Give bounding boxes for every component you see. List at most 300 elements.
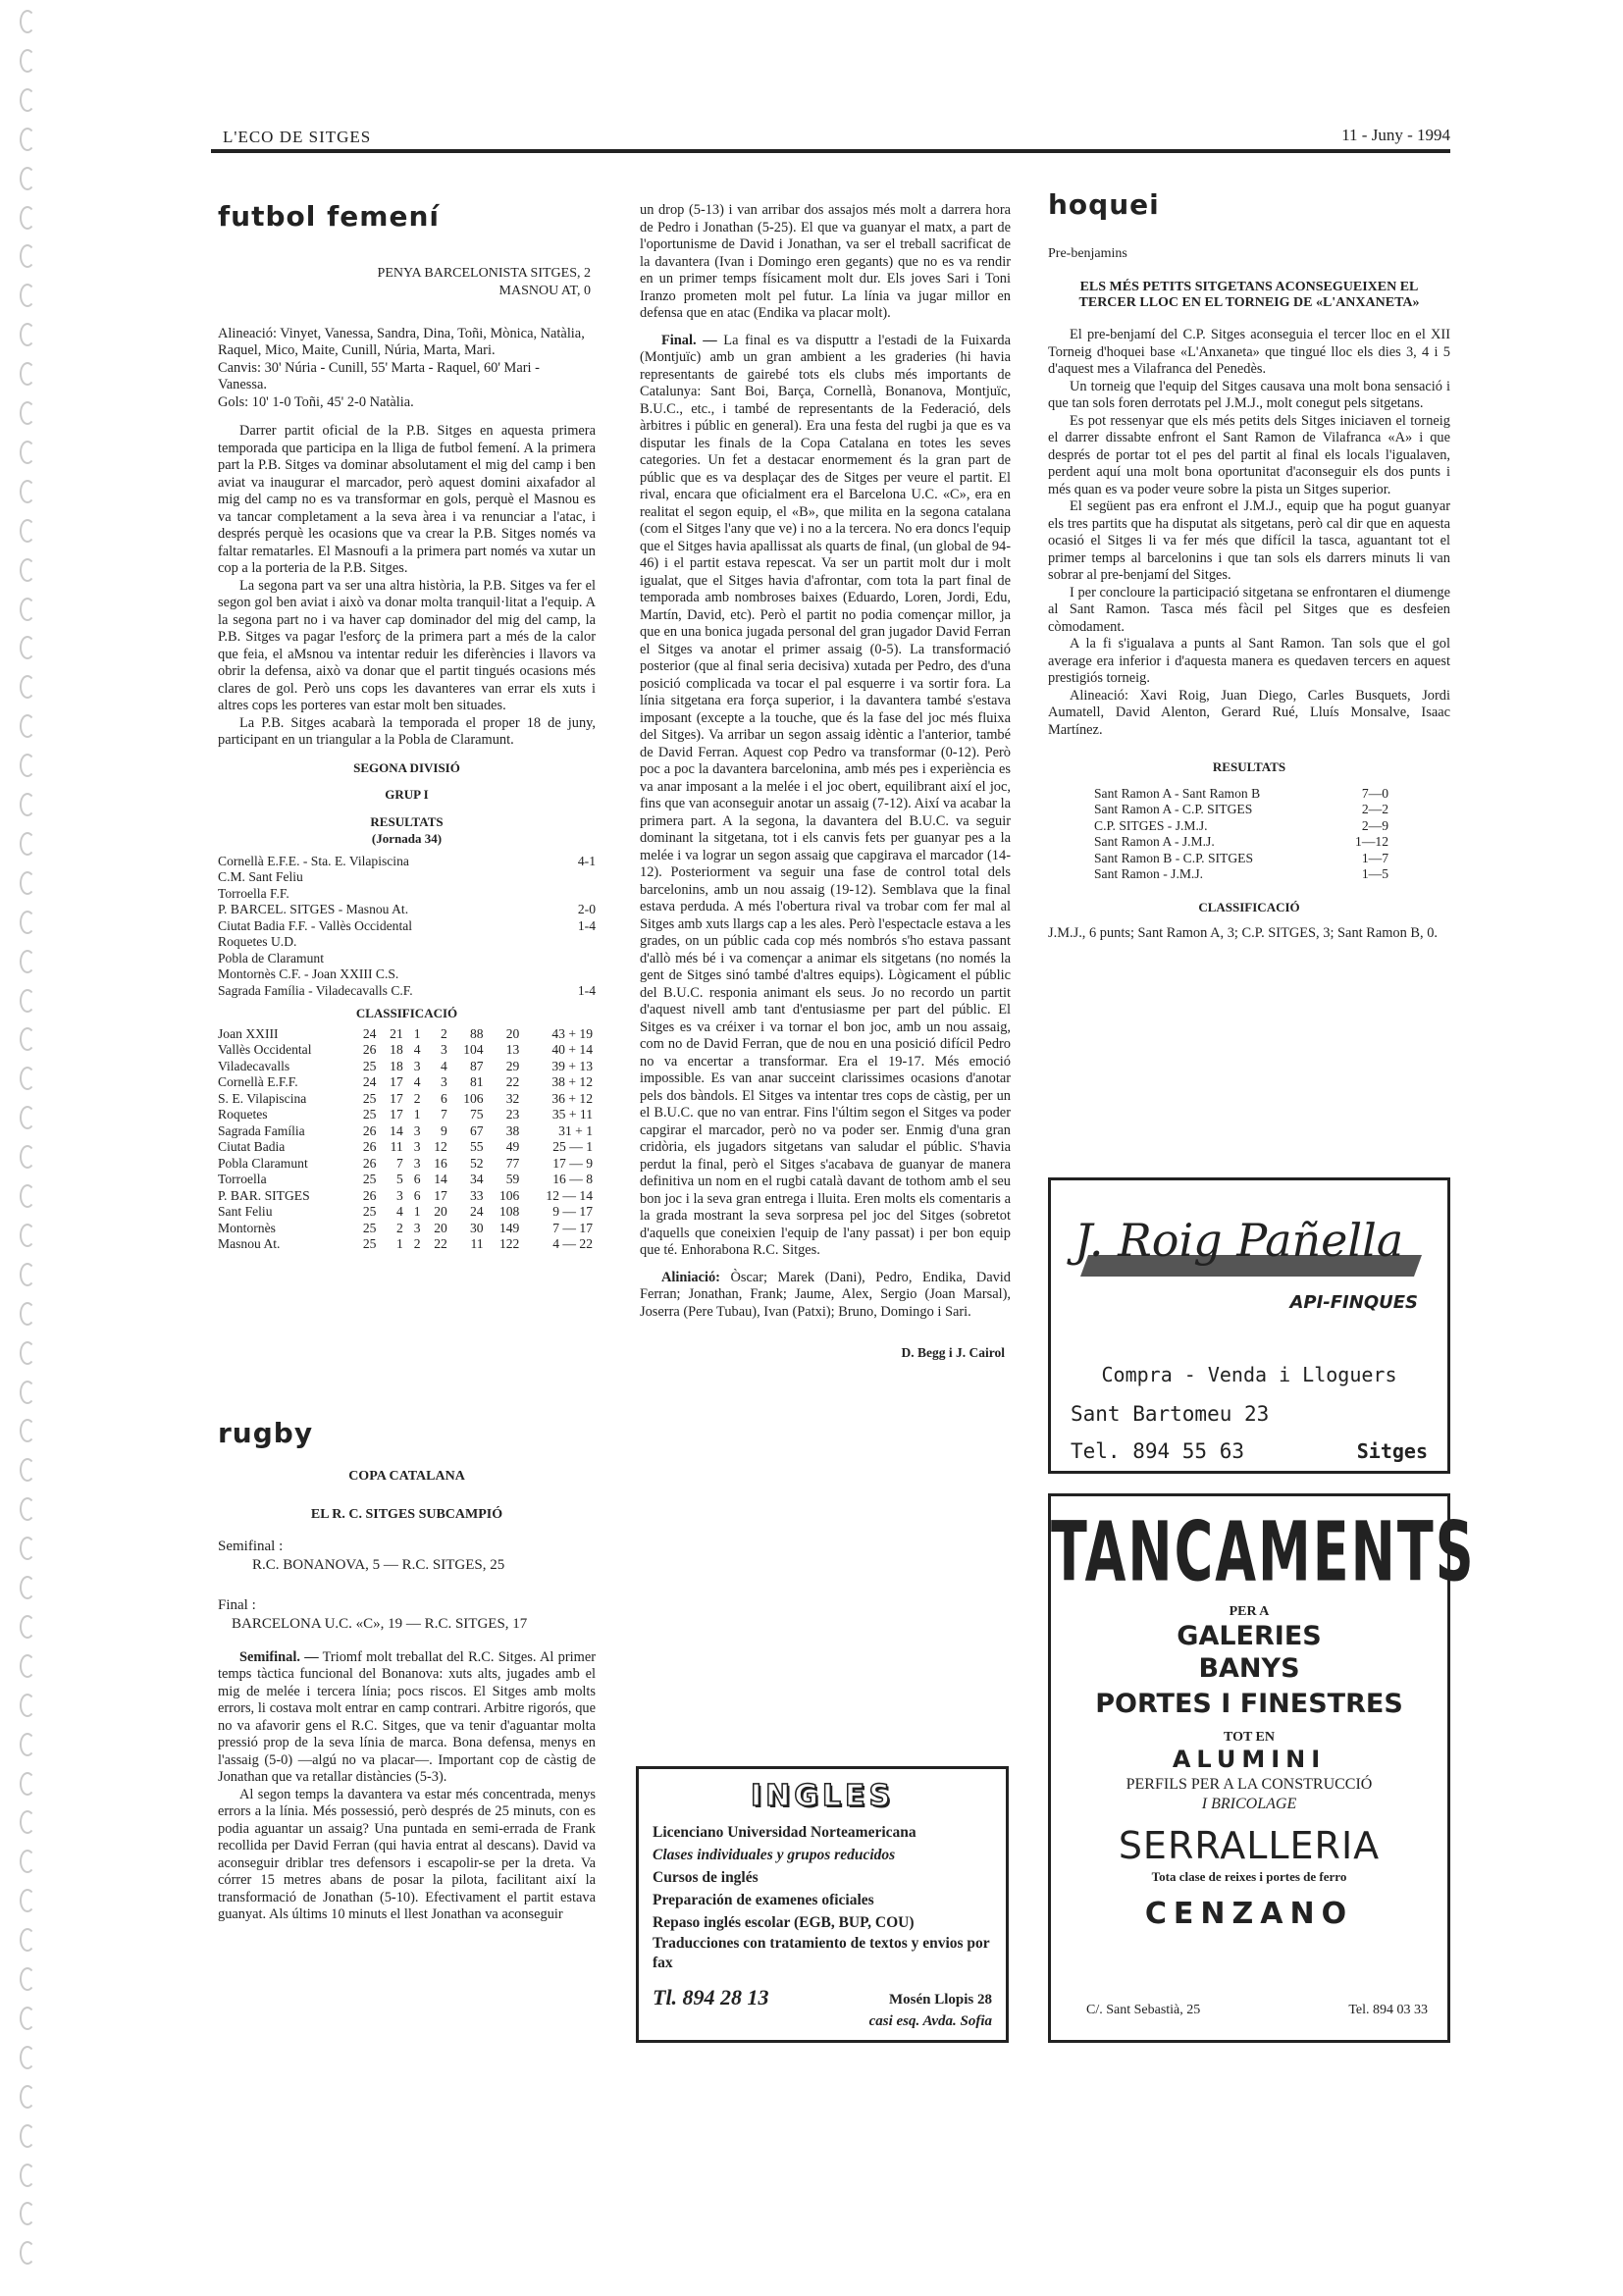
team-name: Roquetes [218,1107,268,1122]
result-row [218,951,596,967]
rugby-article [218,1417,596,1924]
result-match: Sagrada Família - Viladecavalls C.F. [218,982,413,998]
classification-row [218,1042,596,1059]
stat-cell: 20 [434,1204,447,1219]
hoquei-paragraph: Alineació: Xavi Roig, Juan Diego, Carles Busquets, Jordi Aumatell, David Alenton, Gerard Rué, Lluís Monsalve, Isaac Martínez. [1048,687,1450,738]
away-team: MASNOU AT, 0 [498,283,591,298]
binder-ring [20,2046,35,2069]
futbol-goals: Gols: 10' 1-0 Toñi, 45' 2-0 Natàlia. [218,393,414,410]
stat-cell: 75 [469,1107,484,1122]
stat-cell: 17 — 9 [552,1155,593,1171]
binder-ring [20,401,35,425]
stat-cell: 33 [469,1187,484,1203]
ingles-ad [636,1766,1009,2043]
ingles-address-line: Mosén Llopis 28 [888,1992,992,2008]
binder-ring [20,1224,35,1247]
binder-ring [20,636,35,659]
stat-cell: 13 [505,1042,520,1057]
stat-cell: 88 [469,1025,484,1041]
binder-ring [20,950,35,973]
binder-ring [20,441,35,464]
rugby-cup: COPA CATALANA [348,1468,465,1484]
result-score [564,934,596,951]
stat-cell: 25 [362,1204,377,1219]
rugby-subtitle: EL R. C. SITGES SUBCAMPIÓ [310,1507,503,1522]
tancaments-title: TANCAMENTS [1051,1503,1476,1600]
home-team: PENYA BARCELONISTA SITGES, 2 [377,265,591,281]
result-row [218,869,596,886]
classification-row [218,1204,596,1221]
binder-ring [20,2202,35,2225]
ingles-line: Licenciano Universidad Norteamericana [653,1824,916,1841]
semifinal-block [218,1538,596,1634]
stat-cell: 1 [413,1107,421,1122]
stat-cell: 29 [505,1058,520,1073]
roig-phone: Tel. 894 55 63 [1071,1439,1245,1463]
bricolage-label: I BRICOLAGE [1201,1796,1297,1812]
stat-cell: 39 + 13 [551,1058,593,1073]
result-row [218,934,596,951]
tancaments-address: C/. Sant Sebastià, 25 [1086,2003,1201,2017]
stat-cell: 3 [413,1058,421,1073]
stat-cell: 25 [362,1058,377,1073]
binder-ring [20,10,35,33]
result-match: C.P. SITGES - J.M.J. [1094,817,1208,833]
team-name: Pobla Claramunt [218,1155,308,1171]
stat-cell: 3 [441,1074,447,1089]
binder-ring [20,558,35,582]
classification-row [218,1139,596,1156]
binder-ring [20,1889,35,1912]
semifinal-result: R.C. BONANOVA, 5 — R.C. SITGES, 25 [252,1556,505,1573]
hoquei-category: Pre-benjamins [1048,245,1127,261]
hoquei-paragraph: Es pot ressenyar que els més petits dels Sitges iniciaven el torneig el darrer dissabte enfront el Sant Ramon de Vilafranca «A» i que després de portar tot el pes del partit al final els locals l'igualaven, perdent aquí una molt bona oportunitat d'aconseguir els dos punts i més quan es va poder veure sobre la pista un Sitges superior. [1048,412,1450,497]
stat-cell: 18 [390,1042,403,1057]
stat-cell: 7 [441,1107,447,1122]
stat-cell: 32 [505,1090,520,1106]
ingles-line: Clases individuales y grupos reducidos [653,1847,896,1863]
binder-ring [20,2085,35,2109]
section-title-rugby: rugby [218,1417,314,1449]
result-score: 2—9 [1361,817,1388,833]
section-title-hoquei: hoquei [1048,188,1160,221]
stat-cell: 25 [362,1172,377,1186]
stat-cell: 24 [362,1074,377,1089]
ingles-phone: Tl. 894 28 13 [653,1985,769,2009]
binder-ring [20,598,35,621]
stat-cell: 122 [498,1236,520,1251]
stat-cell: 17 [390,1107,403,1122]
stat-cell: 17 [390,1074,403,1089]
column-3 [1048,188,1450,943]
binder-ring [20,989,35,1013]
futbol-lineup: Alineació: Vinyet, Vanessa, Sandra, Dina, Toñi, Mònica, Natàlia, Raquel, Mico, Maite, Cunill, Núria, Marta, Mari. [218,325,585,358]
api-finques-brand: API-FINQUES [1289,1292,1418,1313]
stat-cell: 2 [413,1236,421,1251]
stat-cell: 2 [441,1025,447,1041]
team-name: S. E. Vilapiscina [218,1090,307,1106]
result-match: Cornellà E.F.E. - Sta. E. Vilapiscina [218,853,409,868]
per-a-label: PER A [1229,1604,1270,1619]
tancaments-ad [1048,1493,1476,2043]
classification-row [218,1236,596,1253]
portes-label: PORTES I FINESTRES [1095,1689,1403,1719]
result-score [564,869,596,886]
team-name: Ciutat Badia [218,1139,286,1154]
stat-cell: 3 [441,1042,447,1057]
binder-ring [20,362,35,386]
stat-cell: 38 + 12 [551,1074,593,1089]
binder-ring [20,1928,35,1952]
stat-cell: 26 [362,1139,377,1154]
classification-title: CLASSIFICACIÓ [355,1006,458,1020]
stat-cell: 6 [413,1172,421,1186]
binder-ring [20,2007,35,2030]
futbol-paragraph: Darrer partit oficial de la P.B. Sitges en aquesta primera temporada que participa en la lliga de futbol femení. A la primera part la P.B. Sitges va dominar absolutament el mig del camp i ben aviat va inaugurar el marcador, però aquest domini aixafador al mig del camp no es va transformar en gols, perquè el Masnou es va tancar completament a la seva àrea i va renunciar a l'atac, i després perquè les ocasions que va crear la P.B. Sitges només va faltar rematarles. El Masnoufi a la primera part només va xutar un cop a la porteria de la P.B. Sitges. [218,423,596,576]
section-title-futbol: futbol femení [218,200,440,233]
result-score [564,951,596,967]
team-name: Vallès Occidental [218,1042,312,1057]
binder-ring [20,1458,35,1482]
classification-row [218,1188,596,1205]
binder-ring [20,1967,35,1991]
hoquei-paragraph: El següent pas era enfront el J.M.J., equip que ha pogut guanyar els tres partits que ha disputat als sitgetans, però cal dir que en aquesta ocasió el Sitges li va fer més que difícil la tasca, aguantant tot el primer temps al barcelonins i que tan sols els darrers minuts li van sobrar al pre-benjamí del Sitges. [1048,498,1450,583]
group-title: GRUP I [385,787,429,802]
binder-ring [20,323,35,346]
reixes-label: Tota clase de reixes i portes de ferro [1151,1869,1347,1884]
stat-cell: 20 [434,1220,447,1235]
binder-ring [20,1263,35,1286]
result-row [218,966,596,983]
stat-cell: 108 [498,1204,520,1219]
lineup-lead: Aliniació: [661,1269,720,1285]
result-match: Pobla de Claramunt [218,950,324,965]
stat-cell: 77 [505,1155,520,1171]
header-rule [211,149,1450,153]
result-score [564,966,596,983]
ingles-line: Repaso inglés escolar (EGB, BUP, COU) [653,1914,915,1931]
stat-cell: 25 [362,1090,377,1106]
result-match: Ciutat Badia F.F. - Vallès Occidental [218,917,413,933]
stat-cell: 22 [434,1236,447,1251]
binder-ring [20,1810,35,1834]
stat-cell: 25 [362,1107,377,1122]
jornada-label: (Jornada 34) [371,831,443,846]
hoquei-paragraph: A la fi s'igualava a punts al Sant Ramon. Tan sols que el gol average era inferior i d'aquesta manera es quedaven tercers en aquest prestigiós torneig. [1048,636,1450,686]
hoquei-result-row [1094,802,1388,818]
binder-ring [20,714,35,738]
division-title: SEGONA DIVISIÓ [353,759,460,775]
stat-cell: 26 [362,1187,377,1203]
stat-cell: 40 + 14 [551,1042,593,1057]
futbol-paragraph: La segona part va ser una altra història, la P.B. Sitges va fer el segon gol ben aviat i això va donar molta tranquil·litat a l'equip. A la segona part no i va haver cap dominador del mig del camp, la P.B. Sitges va pagar l'esforç de la primera part a més de la calor que feia, el aMsnou va intentar reduir les diferències i llavors va obrir la defensa, això va donar que el partit tingués ocasions més clares de gol. Però uns cops les davanteres van errar els xuts i altres cops les porteres van estar molt ben situades. [218,577,596,713]
stat-cell: 24 [469,1204,484,1219]
stat-cell: 22 [505,1074,520,1089]
hoquei-result-row [1094,818,1388,835]
ingles-title: INGLES [750,1779,895,1813]
ingles-address [869,1989,992,2032]
hoquei-result-row [1094,834,1388,851]
stat-cell: 25 — 1 [552,1139,593,1154]
result-score: 1-4 [577,982,596,998]
stat-cell: 35 + 11 [551,1107,593,1122]
stat-cell: 4 [413,1074,421,1089]
stat-cell: 81 [469,1074,484,1089]
rugby-paragraph: Al segon temps la davantera va estar més concentrada, menys errors a la línia. Més possessió, però després de 25 minuts, con es podia aguantar un assaig? Una puntada en semi-errada de Frank recollida per David Ferran (qui havia entrat al descans). David va aconseguir driblar tres defensors i escapolir-se per la dreta. Va córrer 15 metres abans de posar la pilota, facilitant així la transformació de Jonathan (5-10). Efectivament el partit estava guanyat. Als últims 10 minuts el llest Jonathan va aconseguir [218,1786,596,1922]
binder-ring [20,1772,35,1796]
binder-ring [20,1106,35,1129]
ingles-address-line: casi esq. Avda. Sofia [868,2013,992,2029]
result-row [218,983,596,1000]
stat-cell: 2 [413,1090,421,1106]
stat-cell: 9 — 17 [552,1204,593,1219]
result-row [218,918,596,935]
result-match: Sant Ramon - J.M.J. [1094,866,1204,881]
results-title: RESULTATS [370,813,444,829]
binder-ring [20,519,35,543]
futbol-changes: Canvis: 30' Núria - Cunill, 55' Marta - Raquel, 60' Mari - Vanessa. [218,359,540,392]
result-match: Sant Ramon A - J.M.J. [1094,834,1215,849]
stat-cell: 3 [413,1155,421,1171]
rugby-paragraph [640,333,1011,1260]
stat-cell: 49 [505,1139,520,1154]
stat-cell: 11 [390,1139,403,1154]
binder-ring [20,167,35,190]
final-label: Final : [218,1596,256,1613]
hoquei-results-title: RESULTATS [1212,759,1286,774]
binder-ring [20,244,35,268]
final-result: BARCELONA U.C. «C», 19 — R.C. SITGES, 17 [232,1615,528,1632]
hoquei-result-row [1094,851,1388,867]
logo-script: J. Roig Pañella [1074,1214,1404,1267]
stat-cell: 18 [390,1058,403,1073]
ingles-lines [653,1821,992,1973]
lineup-text: Òscar; Marek (Dani), Pedro, Endika, David Ferran; Jonathan, Frank; Jaume, Alex, Sergio (Joan Marsal), Joserra (Pere Tubau), Ivan (Patxi); Bruno, Domingo i Sari. [640,1269,1011,1320]
final-lead: Final. — [661,332,717,348]
roig-logo [1074,1214,1428,1292]
stat-cell: 4 [441,1058,447,1073]
binder-ring [20,1615,35,1639]
binder-ring [20,2124,35,2148]
team-name: Masnou At. [218,1236,281,1251]
stat-cell: 7 [395,1155,403,1171]
stat-cell: 7 — 17 [552,1220,593,1235]
team-name: Sagrada Família [218,1122,305,1138]
stat-cell: 2 [395,1220,403,1235]
binder-ring [20,1537,35,1560]
column-2 [640,202,1011,1362]
stat-cell: 17 [434,1187,447,1203]
stat-cell: 14 [434,1172,447,1186]
binder-ring [20,88,35,112]
binder-ring [20,49,35,73]
binder-ring [20,1381,35,1404]
team-name: Cornellà E.F.F. [218,1074,298,1089]
binder-ring [20,1341,35,1365]
hoquei-paragraph: El pre-benjamí del C.P. Sitges aconseguia el tercer lloc en el XII Torneig d'hoquei base «L'Anxaneta» que tingué lloc els dies 3, 4 i 5 d'aquest mes a Vilafranca del Penedès. [1048,327,1450,377]
binder-ring [20,480,35,503]
binder-ring [20,284,35,307]
classification-row [218,1059,596,1075]
team-name: Montornès [218,1220,276,1235]
binder-ring [20,1184,35,1208]
result-score: 1-4 [577,917,596,933]
stat-cell: 16 — 8 [552,1172,593,1186]
result-match: Torroella F.F. [218,885,289,901]
ingles-line: Preparación de examenes oficiales [653,1892,874,1908]
stat-cell: 6 [441,1090,447,1106]
stat-cell: 14 [390,1122,403,1138]
classification-row [218,1221,596,1237]
stat-cell: 4 [413,1042,421,1057]
stat-cell: 9 [441,1122,447,1138]
stat-cell: 104 [463,1042,484,1057]
team-name: Sant Feliu [218,1204,273,1219]
binder-ring [20,1145,35,1169]
roig-city: Sitges [1356,1439,1428,1463]
result-score: 1—5 [1361,866,1388,881]
stat-cell: 4 [395,1204,403,1219]
stat-cell: 5 [395,1172,403,1186]
stat-cell: 106 [498,1187,520,1203]
stat-cell: 25 [362,1236,377,1251]
semifinal-label: Semifinal : [218,1538,284,1554]
stat-cell: 11 [470,1236,484,1251]
binder-ring [20,1576,35,1599]
team-name: P. BAR. SITGES [218,1187,310,1203]
hoquei-paragraph: I per concloure la participació sitgetana se enfrontaren el diumenge al Sant Ramon. Tasca més fàcil pel Sitges que es desfeien còmodament. [1048,584,1450,635]
stat-cell: 3 [413,1220,421,1235]
roig-address: Sant Bartomeu 23 [1071,1402,1270,1426]
result-score: 4-1 [577,853,596,868]
roig-line1: Compra - Venda i Lloguers [1101,1363,1397,1386]
page-header [211,124,1450,147]
result-match: C.M. Sant Feliu [218,869,303,884]
classification-row [218,1091,596,1108]
result-match: P. BARCEL. SITGES - Masnou At. [218,902,409,916]
result-match: Sant Ramon B - C.P. SITGES [1094,850,1254,865]
stat-cell: 3 [395,1187,403,1203]
stat-cell: 4 — 22 [552,1236,593,1251]
stat-cell: 149 [498,1220,520,1235]
result-score: 2-0 [577,902,596,916]
binder-ring [20,871,35,895]
result-row [218,902,596,918]
cenzano-label: CENZANO [1144,1897,1354,1931]
result-score: 1—7 [1361,850,1388,865]
stat-cell: 26 [362,1042,377,1057]
result-match: Sant Ramon A - C.P. SITGES [1094,802,1253,816]
hoquei-result-row [1094,786,1388,803]
rugby-lineup [640,1270,1011,1322]
binder-ring [20,754,35,777]
rugby-paragraph [218,1649,596,1787]
rugby-paragraph: un drop (5-13) i van arribar dos assajos més molt a darrera hora de Pedro i Jonathan (5-25). El que va guanyar el matx, a part de l'oportunisme de David i Jonathan, va ser el treball sacrificat de la davantera (Ivan i Domingo eren gegants) que no es va rendir en un primer temps físicament molt dur. Els joves Sari i Toni Iranzo prometen molt pel futur. La línia va jugar millor en defensa que en atac (Endika va placar molt). [640,202,1011,321]
result-match: Montornès C.F. - Joan XXIII C.S. [218,966,399,981]
tancaments-phone: Tel. 894 03 33 [1348,2003,1428,2017]
binder-ring [20,2164,35,2187]
binder-ring [20,1733,35,1756]
stat-cell: 12 — 14 [546,1187,593,1203]
banys-label: BANYS [1198,1653,1300,1684]
stat-cell: 6 [413,1187,421,1203]
binder-ring [20,1497,35,1521]
column-1 [218,200,596,1253]
stat-cell: 1 [395,1236,403,1251]
stat-cell: 17 [390,1090,403,1106]
result-score [564,886,596,903]
stat-cell: 34 [469,1172,484,1186]
futbol-paragraph: La P.B. Sitges acabarà la temporada el proper 18 de juny, participant en un triangular a la Pobla de Claramunt. [218,714,596,748]
result-score: 1—12 [1355,834,1388,849]
team-name: Viladecavalls [218,1058,290,1073]
binder-ring [20,1850,35,1873]
binder-ring [20,911,35,934]
binder-ring [20,1419,35,1442]
binder-ring [20,832,35,856]
binder-ring [20,675,35,699]
classification-row [218,1074,596,1091]
stat-cell: 23 [505,1107,520,1122]
stat-cell: 106 [463,1090,484,1106]
binder-ring [20,1694,35,1717]
stat-cell: 31 + 1 [558,1122,593,1138]
stat-cell: 1 [413,1204,421,1219]
stat-cell: 20 [505,1025,520,1041]
stat-cell: 67 [469,1122,484,1138]
stat-cell: 26 [362,1155,377,1171]
binder-ring [20,1067,35,1090]
futbol-details [218,326,596,412]
semifinal-lead: Semifinal. — [239,1648,319,1665]
stat-cell: 36 + 12 [551,1090,593,1106]
binder-ring [20,1654,35,1678]
stat-cell: 3 [413,1122,421,1138]
stat-cell: 87 [469,1058,484,1073]
hoquei-classification: J.M.J., 6 punts; Sant Ramon A, 3; C.P. SITGES, 3; Sant Ramon B, 0. [1048,925,1438,941]
result-match: Sant Ramon A - Sant Ramon B [1094,785,1261,801]
binder-ring [20,206,35,230]
result-score: 7—0 [1361,785,1388,801]
futbol-results-table [218,854,596,1000]
perfils-label: PERFILS PER A LA CONSTRUCCIÓ [1126,1776,1373,1793]
result-match: Roquetes U.D. [218,934,297,949]
classification-row [218,1123,596,1140]
stat-cell: 25 [362,1220,377,1235]
newspaper-title: L'ECO DE SITGES [223,128,372,146]
result-row [218,854,596,870]
alumini-label: ALUMINI [1172,1746,1327,1773]
binder-ring [20,793,35,816]
stat-cell: 21 [390,1025,403,1041]
hoquei-results-table [1094,786,1388,883]
final-text: La final es va disputtr a l'estadi de la Fuixarda (Montjuïc) amb un gran ambient a les graderies (hi havia representants de gairebé tots els clubs més importants de Catalunya: Sant Boi, Barça, Cornellà, Bonanova, Montjuïc, B.U.C., etc., i també de representants de la Federació, dels àrbitres i públic en general). Era una festa del rugbi ja que es va disputar les finals de la Copa Catalana en totes les seves categories. Un fet a destacar enormement és la gran part de públic que es va desplaçar des de Sitges per veure el partit. El rival, encara que oficialment era el Barcelona U.C. «C», era en realitat el segon equip, el «B», que milita en la segona catalana (com el Sitges l'any que ve) i no a la tercera. No era doncs l'equip que el Sitges havia apallissat als quarts de final, (un global de 94-46) i el partit estava repescat. Va ser un partit molt dur i molt igualat, que el Sitges havia d'afrontar, com tota la part final de temporada amb nombroses baixes (Eduardo, Loren, Jordi, Edu, Martín, David, etc). Però el partit no podia començar millor, ja que en una bonica jugada personal del gran jugador David Ferran el Sitges va anotar el primer assaig (0-5). La transformació posterior (que al final seria decisiva) xutada per Pedro, des d'una posició complicada va tocar el pal esquerre i va sortir fora. La línia sitgetana era força superior, i la davantera també s'estava imposant (excepte a la touche, que és la fase del joc més fluixa del Sitges). Va arribar un segon assaig idèntic a l'anterior, també de David Ferran. Aquest cop Pedro va transformar (0-12). Però poc a poc la davantera barcelonina, amb més pes i experiència es va anar imposant a la melée i el joc obert, equilibrant així el joc, fins que van aconseguir anotar un assaig (7-12). Així va acabar la primera part. A la segona, la davantera del B.U.C. va seguir dominant la sitgetana, tot i els canvis fets per guanyar pes a la melée i va lograr un segon assaig que capgirava el marcador (14-12). Posteriorment va seguir una fase de control total dels barcelonins, amb un nou assaig (19-12). Semblava que la final estava perduda. A més l'obertura rival va trobar com fer mal al Sitges amb xuts llargs cap a les ales. Però l'espectacle estava a les grades, on un públic cada cop més nombrós s'ho estava passant d'allò més bé i va començar a animar els sitgetans (no només la gent de Sitges sinó també d'altres equips). Lògicament el públic del B.U.C. responia animant els seus. Jo no recordo un partit d'aquest nivell amb tant d'entusiasme per part del públic. El Sitges es va créixer i va tornar el bon joc, amb un nou assaig, com no de David Ferran, que de nou en una posició difícil Pedro no va encertar a transformar. Era el 19-17. Més emoció impossible. Es van anar succeint clarissimes ocasions d'anotar pels dos bàndols. El Sitges va intentar tres cops de càstig, per un el B.U.C. que no van entrar. Fins l'últim segon el Sitges va poder capgirar el marcador, però no va poder ser. Enmig d'una gran cridòria, els jugadors sitgetans van saludar el públic. S'havia perdut la final, però el Sitges s'acabava de guanyar de manera definitiva un nom en el rugbi català davant de tothom amb el seu bon joc i la seva gran entrega i lluita. Eren molts els comentaris a la grada mostrant la seva sorpresa pel joc del Sitges (sobretot d'aquells que coneixien l'equip de l'any passat) i per bon equip que té. Enhorabona R.C. Sitges. [640,332,1011,1258]
hoquei-result-row [1094,866,1388,883]
binder-ring [20,1027,35,1051]
classification-row [218,1026,596,1043]
team-name: Joan XXIII [218,1025,279,1041]
stat-cell: 26 [362,1122,377,1138]
binder-ring [20,128,35,151]
classification-row [218,1107,596,1123]
ingles-line: Traducciones con tratamiento de textos y envios por fax [653,1935,990,1971]
stat-cell: 3 [413,1139,421,1154]
issue-date: 11 - Juny - 1994 [1341,126,1450,144]
galeries-label: GALERIES [1177,1621,1322,1651]
result-row [218,886,596,903]
binder-ring [20,2241,35,2265]
stat-cell: 59 [505,1172,520,1186]
